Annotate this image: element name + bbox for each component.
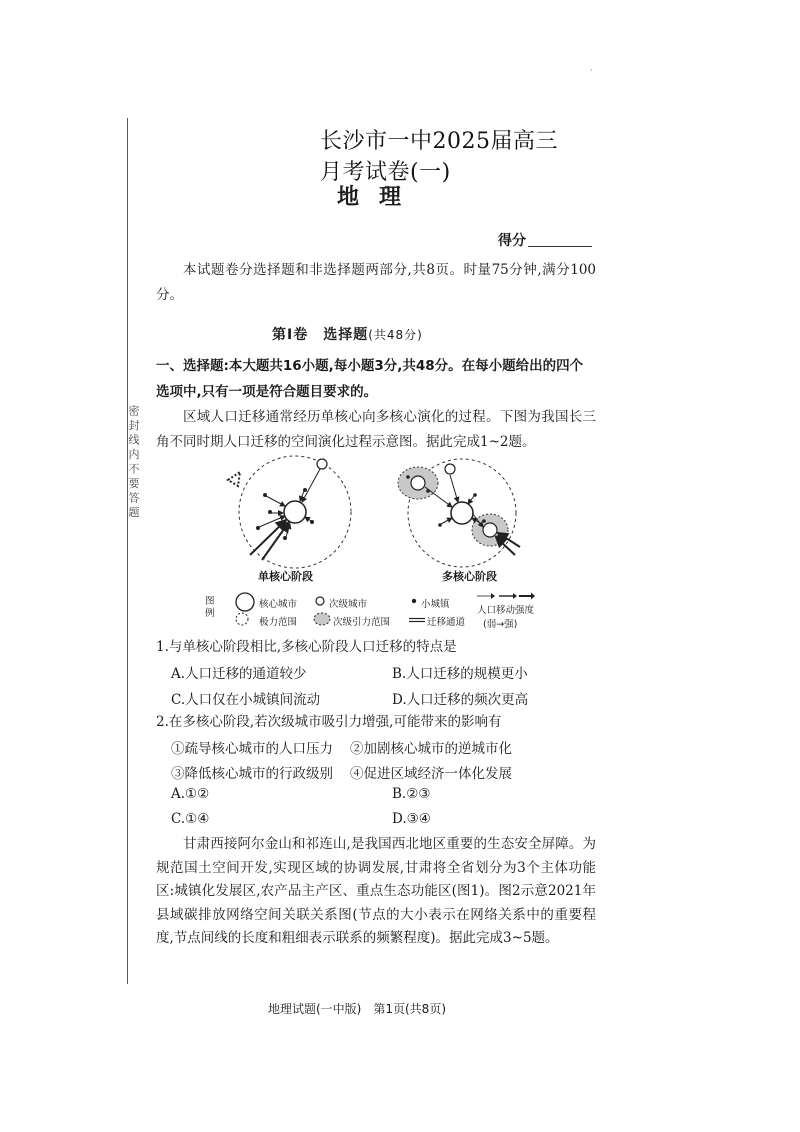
q2-option-b[interactable]: B.②③ [392, 786, 431, 802]
gravity-range-symbol [235, 612, 249, 626]
q2-item-2: ②加剧核心城市的逆城市化 [350, 741, 512, 757]
secondary-city-symbol [315, 596, 325, 606]
legend-flow-scale: (弱→强) [483, 619, 518, 630]
legend-gravity-range: 极力范围 [259, 617, 298, 628]
legend-small-town: 小城镇 [421, 599, 450, 610]
secondary-gravity-symbol [313, 612, 331, 626]
legend-secondary-gravity: 次级引力范围 [333, 617, 391, 628]
exam-title: 长沙市一中2025届高三月考试卷(一) [320, 129, 558, 185]
scan-dot: · [590, 66, 593, 75]
q2-stem: 2.在多核心阶段,若次级城市吸引力增强,可能带来的影响有 [156, 714, 502, 730]
small-town-symbol [411, 598, 417, 604]
q1-option-b[interactable]: B.人口迁移的规模更小 [392, 666, 528, 682]
q1-option-c[interactable]: C.人口仅在小城镇间流动 [171, 692, 321, 708]
binding-text: 密 封 线 内 不 要 答 题 [127, 405, 140, 518]
legend-secondary-city: 次级城市 [329, 599, 368, 610]
q2-option-c[interactable]: C.①④ [171, 811, 210, 827]
core-city-symbol [235, 592, 255, 612]
legend-flow: 人口移动强度 [477, 605, 535, 616]
section-heading [272, 324, 423, 344]
corridor-symbol [409, 617, 425, 623]
score-label: 得分 [498, 233, 526, 249]
q2-option-a[interactable]: A.①② [171, 786, 210, 802]
subject-title: 地理 [337, 185, 422, 210]
page-footer: 地理试题(一中版) 第1页(共8页) [268, 1002, 446, 1016]
single-core-caption: 单核心阶段 [258, 570, 313, 583]
q1-stem: 1.与单核心阶段相比,多核心阶段人口迁移的特点是 [156, 639, 457, 655]
q1-option-d[interactable]: D.人口迁移的频次更高 [392, 692, 529, 708]
single-core-diagram [210, 450, 370, 580]
score-blank[interactable] [528, 246, 592, 247]
section-points: (共48分) [368, 328, 423, 342]
q2-option-d[interactable]: D.③④ [392, 811, 431, 827]
passage-2: 甘肃西接阿尔金山和祁连山,是我国西北地区重要的生态安全屏障。为规范国土空间开发,实现区域的协调发展,甘肃将全省划分为3个主体功能区:城镇化发展区,农产品主产区、重点生态功能区(图1)。图2示意2021年县域碳排放网络空间关联关系图(节点的大小表示在网络关系中的重要程度,节点间线的长度和粗细表示联系的频繁程度)。据此完成3~5题。 [156, 836, 596, 946]
q2-item-4: ④促进区域经济一体化发展 [350, 766, 512, 782]
flow-arrows-symbol [475, 592, 535, 600]
multi-core-caption: 多核心阶段 [442, 570, 497, 583]
intro-paragraph: 本试题卷分选择题和非选择题两部分,共8页。时量75分钟,满分100分。 [156, 262, 596, 303]
multi-core-diagram [390, 455, 540, 580]
passage-1: 区域人口迁移通常经历单核心向多核心演化的过程。下图为我国长三角不同时期人口迁移的空间演化过程示意图。据此完成1~2题。 [156, 409, 596, 450]
q2-item-3: ③降低核心城市的行政级别 [171, 766, 333, 782]
q2-item-1: ①疏导核心城市的人口压力 [171, 741, 333, 757]
instruction: 一、选择题:本大题共16小题,每小题3分,共48分。在每小题给出的四个选项中,只有一项是符合题目要求的。 [156, 358, 584, 400]
binding-line [127, 118, 128, 984]
legend-corridor: 迁移通道 [427, 617, 466, 628]
legend-core-city: 核心城市 [259, 599, 298, 610]
section-title: 第Ⅰ卷 选择题 [272, 327, 369, 343]
figure-legend [205, 590, 605, 630]
q1-option-a[interactable]: A.人口迁移的通道较少 [171, 666, 307, 682]
legend-title: 图例 [205, 596, 215, 619]
